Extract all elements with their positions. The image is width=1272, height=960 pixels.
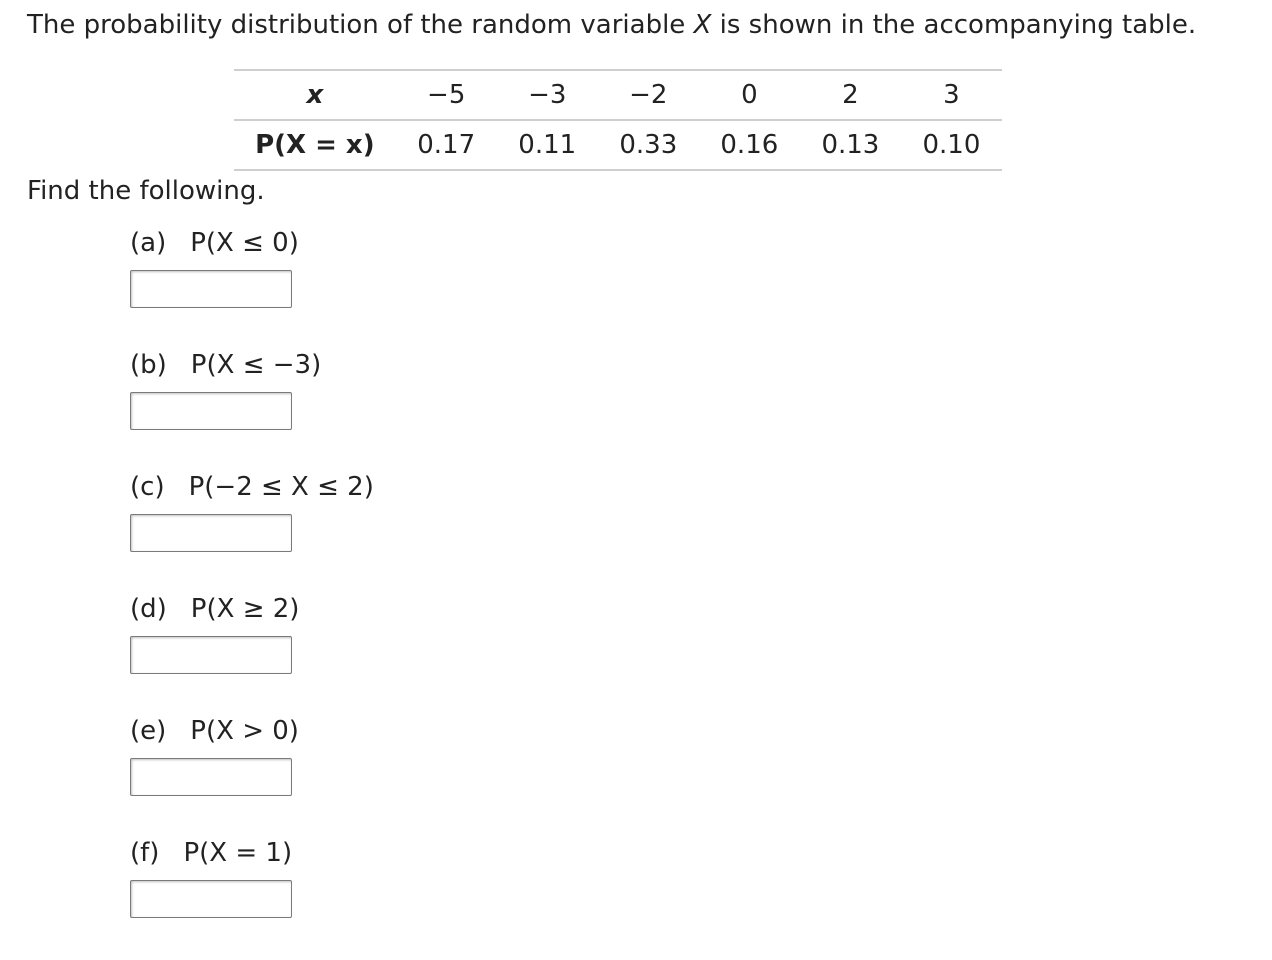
question-letter: (d) <box>130 594 167 624</box>
question-letter: (c) <box>130 472 165 502</box>
probability-value: 0.11 <box>497 120 598 170</box>
x-row <box>234 70 1002 120</box>
answer-input-d[interactable] <box>130 636 292 674</box>
x-value: −3 <box>497 70 598 120</box>
x-value: −5 <box>396 70 497 120</box>
intro-before: The probability distribution of the random variable <box>27 10 694 40</box>
answer-input-b[interactable] <box>130 392 292 430</box>
intro-variable: X <box>693 10 712 40</box>
probability-value: 0.13 <box>800 120 901 170</box>
x-value: −2 <box>598 70 699 120</box>
probability-header: P(X = x) <box>234 120 396 170</box>
question-expression: P(X ≤ −3) <box>190 350 322 380</box>
answer-input-c[interactable] <box>130 514 292 552</box>
probability-value: 0.17 <box>396 120 497 170</box>
probability-value: 0.10 <box>901 120 1002 170</box>
question-letter: (b) <box>130 350 167 380</box>
answer-input-e[interactable] <box>130 758 292 796</box>
question-expression: P(−2 ≤ X ≤ 2) <box>188 472 374 502</box>
x-value: 3 <box>901 70 1002 120</box>
find-instruction: Find the following. <box>27 176 265 206</box>
question-letter: (f) <box>130 838 160 868</box>
intro-text <box>27 8 1196 42</box>
probability-table <box>234 69 1002 171</box>
x-value: 2 <box>800 70 901 120</box>
probability-row <box>234 120 1002 170</box>
question-b <box>130 348 530 430</box>
x-value: 0 <box>699 70 800 120</box>
question-letter: (a) <box>130 228 167 258</box>
question-expression: P(X = 1) <box>183 838 293 868</box>
question-expression: P(X ≤ 0) <box>190 228 299 258</box>
answer-input-f[interactable] <box>130 880 292 918</box>
probability-value: 0.16 <box>699 120 800 170</box>
question-expression: P(X ≥ 2) <box>190 594 300 624</box>
question-e <box>130 714 530 796</box>
question-letter: (e) <box>130 716 167 746</box>
question-d <box>130 592 530 674</box>
question-a <box>130 226 530 308</box>
question-expression: P(X > 0) <box>190 716 299 746</box>
x-header: x <box>234 70 396 120</box>
answer-input-a[interactable] <box>130 270 292 308</box>
intro-after: is shown in the accompanying table. <box>711 10 1197 40</box>
question-c <box>130 470 530 552</box>
probability-value: 0.33 <box>598 120 699 170</box>
question-f <box>130 836 530 918</box>
